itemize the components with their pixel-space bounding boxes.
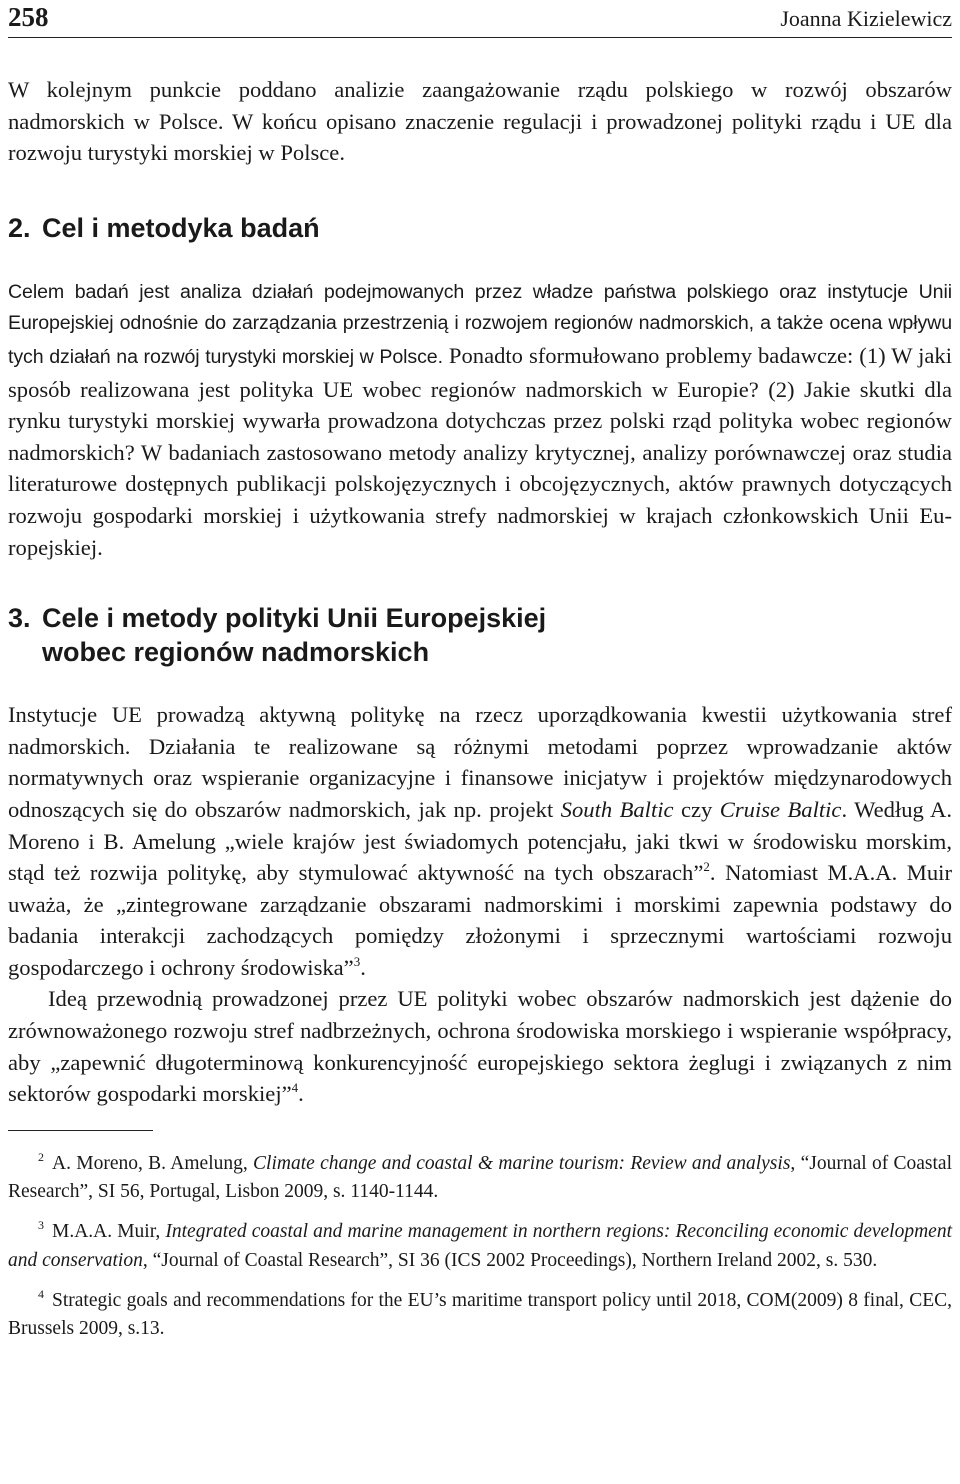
intro-paragraph: W kolejnym punkcie poddano analizie zaangażowanie rządu polskiego w rozwój obszarów nadmorskich w Polsce. W końcu opisano znaczenie regulacji i prowadzonej polityki rządu i UE dla rozwoju turystyki morskiej w Polsce. [8, 77, 952, 166]
footnote-rule [8, 1130, 153, 1131]
paragraph-text: Ideą przewodnią prowadzonej przez UE polityki wobec obszarów nadmorskich jest dążenie do zrównoważonego rozwoju stref nadbrzeżnych, ochrona środowiska morskiego i wspieranie współpracy, aby „zapewnić długoterminową konkurencyjność europejskiego sektora żeglugi i związanych z nim sektorów gospodarki morskiej” [8, 986, 952, 1107]
section-3-paragraph-2 [8, 983, 952, 1109]
section-3-heading [8, 601, 952, 669]
footnote-title: Climate change and coastal & marine tourism: Review and analysis [253, 1152, 791, 1174]
italic-project-name: Cruise Baltic [719, 796, 842, 822]
footnote-ref[interactable]: 3 [353, 953, 361, 969]
footnote-text: Strategic goals and recommendations for the EU’s maritime transport policy until 2018, COM(2009) 8 final, CEC, Brussels 2009, s.13. [8, 1290, 952, 1340]
footnote-text: , “Journal of Coastal Research”, SI 36 (ICS 2002 Proceedings), Northern Ireland 2002, s. 530. [142, 1249, 878, 1271]
section-2-paragraph [8, 277, 952, 563]
header-rule [8, 37, 952, 38]
footnote-4 [8, 1280, 952, 1344]
document-page [8, 0, 952, 1349]
footnote-text: A. Moreno, B. Amelung, [52, 1152, 254, 1174]
footnotes [8, 1143, 952, 1344]
footnote-2 [8, 1143, 952, 1207]
footnote-text: M.A.A. Muir, [52, 1221, 166, 1243]
running-header [8, 0, 952, 38]
paragraph-text: . [360, 954, 366, 980]
footnote-ref[interactable]: 2 [703, 859, 710, 875]
paragraph-text: . Według A. Moreno i B. Amelung „wiele krajów jest świadomych potencjału, jaki tkwi w środowisku morskim, stąd też rozwija politykę, aby stymulować aktywność na tych obszarach” [8, 796, 952, 886]
footnote-3 [8, 1211, 952, 1275]
page-number: 258 [8, 2, 49, 32]
footnote-number: 3 [38, 1218, 44, 1233]
section-3-title-line2: wobec regionów nadmorskich [42, 637, 430, 668]
footnote-text: , “Journal of Coastal Research”, SI 56, Portugal, Lisbon 2009, s. 1140-1144. [8, 1152, 952, 1203]
section-3-title-line1: Cele i metody polityki Unii Europejskiej [42, 603, 547, 634]
footnote-title: Integrated coastal and marine management in northern regions: Reconciling economic development and conservation [8, 1221, 952, 1271]
section-2-number: 2. [8, 212, 31, 243]
paragraph-text: . Natomiast M.A.A. Muir uważa, że „zintegrowane zarządzanie obszarami nadmorskimi i morskimi zapewnia podstawy do badania interakcji zachodzących pomiędzy złożonymi i sprzecznymi wartościami rozwoju gospodarczego i ochrony środowiska” [8, 860, 952, 980]
italic-project-name: South Baltic [560, 796, 674, 822]
section-2-heading [8, 211, 952, 245]
paragraph-text: Instytucje UE prowadzą aktywną politykę na rzecz uporządkowania kwestii użytkowania stref nadmorskich. Działania te realizowane są różnymi metodami poprzez wprowadzanie aktów normatywnych oraz wspieranie organizacyjne i finansowe inicjatyw i projektów międzynarodowych odnoszących się do obszarów nadmorskich, jak np. projekt [8, 702, 952, 822]
section-3-paragraph-1 [8, 699, 952, 983]
section-2-title: Cel i metodyka badań [42, 212, 320, 243]
footnote-ref[interactable]: 4 [291, 1080, 299, 1096]
running-author: Joanna Kizielewicz [780, 6, 952, 31]
paragraph-text: . [298, 1081, 304, 1107]
footnote-number: 4 [38, 1287, 44, 1302]
section-2-serif-text: Ponadto sformułowano problemy badawcze: (1) W jaki sposób realizowana jest polityka UE wobec regionów nadmorskich w Europie? (2) Jakie skutki dla rynku turystyki morskiej wywarła prowadzona dotychczas przez polski rząd polityka wobec regionów nadmorskich? W badaniach zastosowano metody analizy krytycznej, analizy porównawczej oraz studia literaturowe dostępnych publikacji polskojęzycznych i obcojęzycznych, aktów prawnych dotyczących rozwoju gospodarki morskiej i użytkowania strefy nadmorskiej w krajach członkowskich Unii Europejskiej. [8, 342, 952, 560]
section-2-sans-text: Celem badań jest analiza działań podejmowanych przez władze państwa polskiego oraz instytucje Unii Europejskiej odnośnie do zarządzania przestrzenią i rozwojem regionów nadmorskich, a także ocena wpływu tych działań na rozwój turystyki morskiej w Polsce. [8, 280, 952, 368]
footnote-number: 2 [38, 1149, 44, 1164]
section-3-number: 3. [8, 603, 31, 634]
paragraph-text: czy [673, 796, 720, 822]
